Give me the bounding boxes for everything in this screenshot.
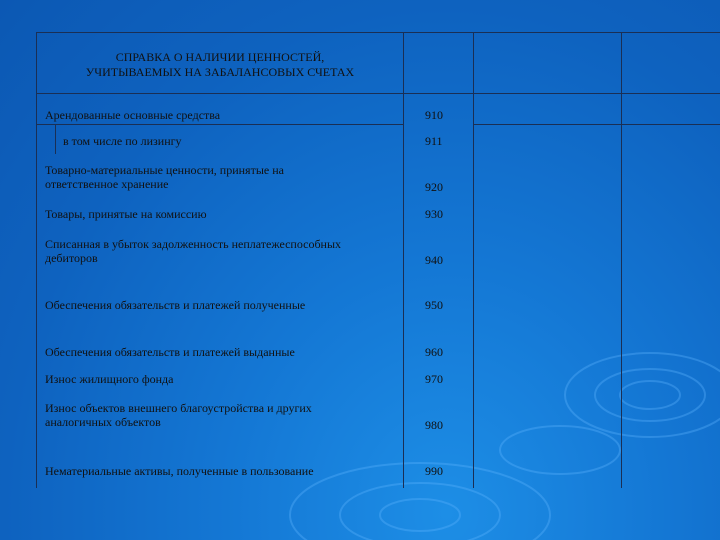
row-label-940 — [45, 237, 341, 265]
row-code-960: 960 — [425, 345, 443, 359]
row-label-911: в том числе по лизингу — [63, 134, 182, 148]
row-code-940: 940 — [425, 253, 443, 267]
row-label-line: Списанная в убыток задолженность неплатежеспособных — [45, 237, 342, 251]
row-label-line: ответственное хранение — [45, 177, 169, 191]
table-column-divider — [473, 33, 474, 488]
row-code-930: 930 — [425, 207, 443, 221]
row-label-970: Износ жилищного фонда — [45, 372, 174, 386]
row-label-980 — [45, 401, 312, 429]
row-code-980: 980 — [425, 418, 443, 432]
row-code-970: 970 — [425, 372, 443, 386]
row-label-950: Обеспечения обязательств и платежей полученные — [45, 298, 306, 312]
row-label-line: аналогичных объектов — [45, 415, 161, 429]
row-label-920 — [45, 163, 284, 191]
indent-marker — [55, 124, 56, 154]
row-label-960: Обеспечения обязательств и платежей выданные — [45, 345, 295, 359]
row-label-line: Товарно-материальные ценности, принятые на — [45, 163, 284, 177]
row-label-line: Износ объектов внешнего благоустройства и других — [45, 401, 312, 415]
table-row-divider — [37, 124, 403, 125]
row-code-950: 950 — [425, 298, 443, 312]
row-code-910: 910 — [425, 108, 443, 122]
balance-accounts-table — [36, 32, 720, 488]
row-label-910: Арендованные основные средства — [45, 108, 221, 122]
row-label-930: Товары, принятые на комиссию — [45, 207, 207, 221]
title-line: СПРАВКА О НАЛИЧИИ ЦЕННОСТЕЙ, — [115, 50, 325, 64]
page-title — [37, 50, 403, 80]
row-label-line: дебиторов — [45, 251, 98, 265]
row-code-920: 920 — [425, 180, 443, 194]
table-column-divider — [403, 33, 404, 488]
table-row-divider — [37, 93, 720, 94]
table-row-divider — [473, 124, 720, 125]
row-label-990: Нематериальные активы, полученные в пользование — [45, 464, 314, 478]
title-line: УЧИТЫВАЕМЫХ НА ЗАБАЛАНСОВЫХ СЧЕТАХ — [85, 65, 355, 79]
table-column-divider — [621, 33, 622, 488]
row-code-990: 990 — [425, 464, 443, 478]
row-code-911: 911 — [425, 134, 443, 148]
